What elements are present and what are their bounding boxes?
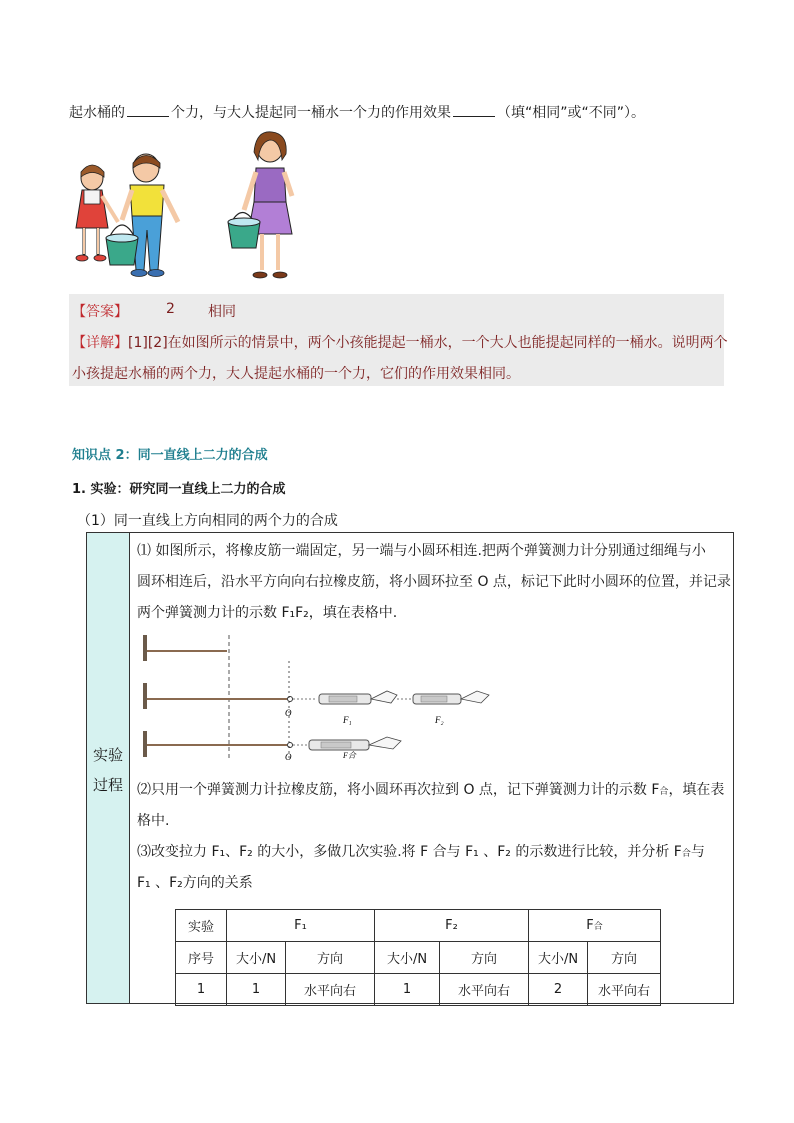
two-spring-scales-row bbox=[143, 683, 489, 725]
answer-label: 【答案】 bbox=[72, 304, 128, 320]
answer-blank-1 bbox=[127, 103, 169, 117]
single-spring-scale-row bbox=[143, 731, 401, 761]
table-cell: 1 bbox=[375, 974, 440, 1006]
step1-line-2: 圆环相连后，沿水平方向向右拉橡皮筋，将小圆环拉至 O 点，标记下此时小圆环的位置，并记录 bbox=[137, 574, 731, 590]
point-o-label: O bbox=[285, 708, 292, 718]
experiment-label-cell bbox=[87, 533, 130, 1003]
step3-line-1: ⑶改变拉力 F₁、F₂ 的大小，多做几次实验.将 F 合与 F₁ 、F₂ 的示数进行比较，并分析 F合与 bbox=[137, 844, 705, 860]
header-size: 大小/N bbox=[529, 942, 588, 974]
experiment-heading: 1. 实验：研究同一直线上二力的合成 bbox=[72, 482, 286, 497]
point-o-label: O bbox=[285, 752, 292, 761]
results-table bbox=[175, 909, 661, 1006]
table-cell: 水平向右 bbox=[286, 974, 375, 1006]
header-sequence: 序号 bbox=[176, 942, 227, 974]
answer-value-2: 相同 bbox=[208, 304, 236, 320]
step3-line-2: F₁ 、F₂方向的关系 bbox=[137, 875, 253, 891]
table-subheader-row bbox=[176, 942, 661, 974]
f-resultant-label: F合 bbox=[343, 751, 356, 760]
fixed-anchor-row-1 bbox=[143, 635, 227, 661]
header-size: 大小/N bbox=[375, 942, 440, 974]
step1-line-1: ⑴ 如图所示，将橡皮筋一端固定，另一端与小圆环相连.把两个弹簧测力计分别通过细绳与小 bbox=[137, 543, 706, 559]
children-and-adult-carrying-bucket-illustration bbox=[70, 130, 310, 290]
header-experiment: 实验 bbox=[176, 910, 227, 942]
answer-value-1: 2 bbox=[166, 301, 175, 317]
header-direction: 方向 bbox=[588, 942, 661, 974]
header-f-resultant: F合 bbox=[529, 910, 661, 942]
table-row bbox=[176, 974, 661, 1006]
knowledge-point-title: 知识点 2：同一直线上二力的合成 bbox=[72, 448, 268, 463]
adult-figure bbox=[244, 132, 292, 278]
table-header-row bbox=[176, 910, 661, 942]
answer-blank-2 bbox=[453, 103, 495, 117]
answer-explanation-box bbox=[69, 294, 728, 386]
sub-heading: （1）同一直线上方向相同的两个力的合成 bbox=[77, 513, 338, 529]
question-line: 起水桶的 个力，与大人提起同一桶水一个力的作用效果 （填“相同”或“不同”）。 bbox=[69, 105, 646, 121]
header-direction: 方向 bbox=[286, 942, 375, 974]
experiment-label-line-2: 过程 bbox=[93, 776, 124, 794]
answer-row bbox=[72, 301, 236, 321]
table-cell: 水平向右 bbox=[440, 974, 529, 1006]
step2-line-1: ⑵只用一个弹簧测力计拉橡皮筋，将小圆环再次拉到 O 点，记下弹簧测力计的示数 F合，填在表 bbox=[137, 782, 725, 798]
header-f1: F₁ bbox=[227, 910, 375, 942]
step2-line-2: 格中. bbox=[137, 813, 170, 829]
experiment-label-line-1: 实验 bbox=[93, 746, 124, 764]
experiment-process-box bbox=[86, 532, 734, 1004]
f1-label: F₁ bbox=[343, 715, 352, 725]
detail-line-2: 小孩提起水桶的两个力，大人提起水桶的一个力，它们的作用效果相同。 bbox=[72, 366, 520, 382]
table-cell: 水平向右 bbox=[588, 974, 661, 1006]
header-f2: F₂ bbox=[375, 910, 529, 942]
rubber-band-experiment-diagram bbox=[139, 631, 509, 761]
detail-line-1: 【详解】[1][2]在如图所示的情景中，两个小孩能提起一桶水，一个大人也能提起同样的一桶水。说明两个 bbox=[72, 335, 728, 351]
table-cell: 2 bbox=[529, 974, 588, 1006]
detail-label: 【详解】 bbox=[72, 335, 128, 351]
step1-line-3: 两个弹簧测力计的示数 F₁F₂，填在表格中. bbox=[137, 605, 398, 621]
table-cell: 1 bbox=[176, 974, 227, 1006]
header-direction: 方向 bbox=[440, 942, 529, 974]
header-size: 大小/N bbox=[227, 942, 286, 974]
f2-label: F₂ bbox=[435, 715, 444, 725]
table-cell: 1 bbox=[227, 974, 286, 1006]
